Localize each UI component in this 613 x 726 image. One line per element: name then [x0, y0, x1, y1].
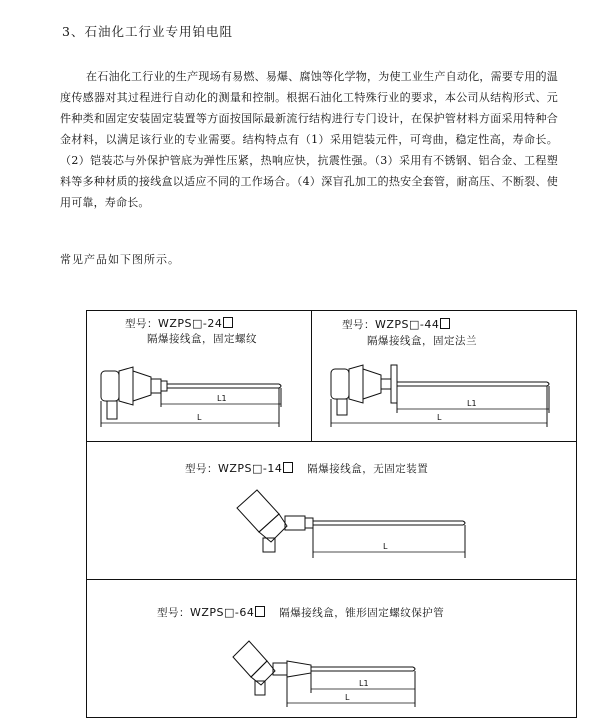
divider-line: [87, 579, 576, 580]
model-desc: 隔爆接线盒，无固定装置: [307, 463, 429, 475]
model-desc: 隔爆接线盒，锥形固定螺纹保护管: [279, 607, 445, 619]
variant-box: [255, 606, 265, 617]
model-number: WZPS□-24: [158, 317, 223, 330]
product-caption-3: [185, 461, 428, 476]
feature-2: （2）铠装芯与外保护管底为弹性压紧，热响应快，抗震性强。: [60, 154, 375, 167]
feature-1: （1）采用铠装元件，可弯曲，稳定性高，寿命长。: [299, 133, 558, 146]
dim-label: L1: [467, 399, 477, 408]
products-figure: [86, 310, 577, 718]
dim-label: L1: [359, 679, 369, 688]
section-heading: 3、石油化工行业专用铂电阻: [62, 24, 233, 39]
dim-label: L: [345, 693, 350, 702]
product-caption-1: [125, 316, 233, 331]
product-drawing-3: [227, 486, 477, 576]
model-prefix: 型号：: [342, 319, 375, 331]
feature-4: （4）深盲孔加工的热安全套管，耐高压、不断裂、使用可靠，寿命长。: [60, 175, 559, 209]
product-desc-1: 隔爆接线盒，固定螺纹: [147, 333, 257, 345]
model-prefix: 型号：: [185, 463, 218, 475]
product-drawing-4: [227, 629, 427, 715]
divider-line: [311, 311, 312, 441]
divider-line: [87, 441, 576, 442]
product-caption-4: [157, 605, 444, 620]
product-caption-2: [342, 317, 450, 332]
dim-label: L: [437, 413, 442, 422]
intro-paragraph: [60, 66, 558, 213]
variant-box: [283, 462, 293, 473]
model-number: WZPS□-64: [190, 606, 255, 619]
product-drawing-1: [93, 351, 305, 439]
product-drawing-2: [323, 351, 573, 439]
model-number: WZPS□-14: [218, 462, 283, 475]
dim-label: L1: [217, 394, 227, 403]
products-note: 常见产品如下图所示。: [60, 253, 180, 266]
feature-3: （3）采用有不锈钢、铝合金、工程塑料等多种材质的接线盒以适应不同的工作场合。: [60, 154, 558, 188]
dim-label: L: [383, 542, 388, 551]
dim-label: L: [197, 413, 202, 422]
variant-box: [223, 317, 233, 328]
product-desc-2: 隔爆接线盒，固定法兰: [367, 335, 477, 347]
model-prefix: 型号：: [125, 318, 158, 330]
model-prefix: 型号：: [157, 607, 190, 619]
model-number: WZPS□-44: [375, 318, 440, 331]
variant-box: [440, 318, 450, 329]
intro-text: 在石油化工行业的生产现场有易燃、易爆、腐蚀等化学物，为使工业生产自动化，需要专用的温度传感器对其过程进行自动化的测量和控制。根据石油化工特殊行业的要求，本公司从结构形式、元件种类和固定安装固定装置等方面按国际最新流行结构进行专门设计，在保护管材料方面采用特种合金材料，以满足该行业的专业需要。结构特点有: [60, 70, 558, 146]
